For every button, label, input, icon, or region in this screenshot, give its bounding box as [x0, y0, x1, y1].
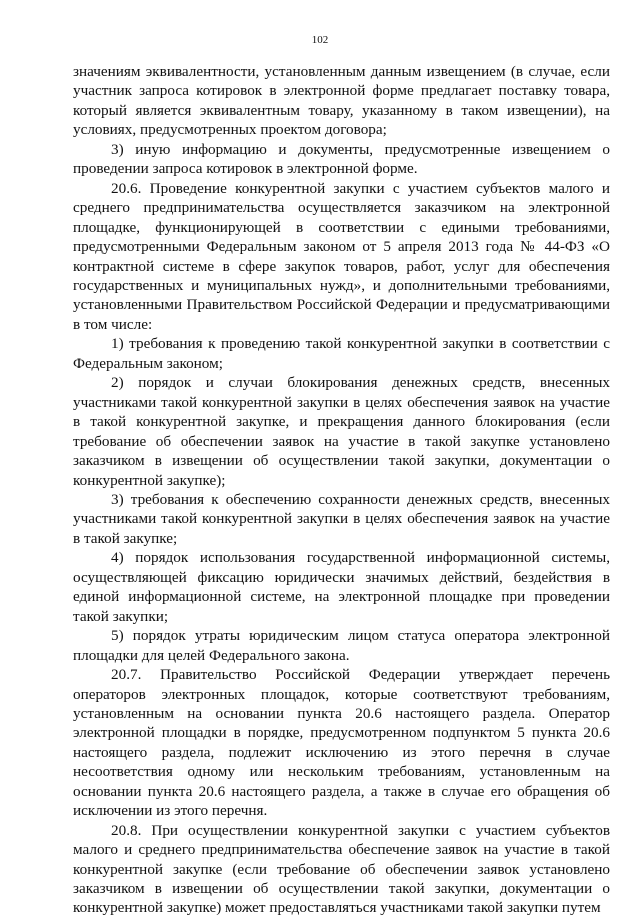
paragraph-20-6-item-4: 4) порядок использования государственной информационной системы, осуществляющей фиксацию юридически значимых действий, бездействия в единой информационной системе, на электронной площадке при проведении такой закупки;: [73, 549, 610, 625]
paragraph-20-6-item-2: 2) порядок и случаи блокирования денежных средств, внесенных участниками такой конкурентной закупки в целях обеспечения заявок на участие в такой конкурентной закупке, и прекращения данного блокирования (если требование об обеспечении заявок на участие в такой закупке установлено заказчиком в извещении об осуществлении такой закупки, документации о конкурентной закупке);: [73, 374, 610, 489]
page-number: 102: [311, 34, 329, 46]
paragraph-continued: значениям эквивалентности, установленным данным извещением (в случае, если участник запроса котировок в электронной форме предлагает поставку товара, который является эквивалентным товару, указанному в таком извещении), на условиях, предусмотренных проектом договора;: [73, 63, 610, 139]
paragraph-20-6-item-1: 1) требования к проведению такой конкурентной закупки в соответствии с Федеральным законом;: [73, 335, 610, 372]
paragraph-20-6-item-3: 3) требования к обеспечению сохранности денежных средств, внесенных участниками такой конкурентной закупки в целях обеспечения заявок на участие в такой закупке;: [73, 490, 610, 547]
paragraph-item-3: 3) иную информацию и документы, предусмотренные извещением о проведении запроса котировок в электронной форме.: [73, 140, 610, 178]
paragraph-20-6-item-5: 5) порядок утраты юридическим лицом статуса оператора электронной площадки для целей Федерального закона.: [73, 627, 610, 664]
document-body: [73, 62, 610, 918]
paragraph-20-8: 20.8. При осуществлении конкурентной закупки с участием субъектов малого и среднего предпринимательства обеспечение заявок на участие в такой конкурентной закупке (если требование об обеспечении заявок установлено заказчиком в извещении об осуществлении такой закупки, документации о конкурентной закупке) может предоставляться участниками такой закупки путем: [73, 821, 610, 917]
paragraph-20-6: 20.6. Проведение конкурентной закупки с участием субъектов малого и среднего предпринимательства осуществляется заказчиком на электронной площадке, функционирующей в соответствии с едиными требованиями, предусмотренными Федеральным законом от 5 апреля 2013 года № 44-ФЗ «О контрактной системе в сфере закупок товаров, работ, услуг для обеспечения государственных и муниципальных нужд», и дополнительными требованиями, установленными Правительством Российской Федерации и предусматривающими в том числе:: [73, 179, 610, 333]
paragraph-20-7: 20.7. Правительство Российской Федерации утверждает перечень операторов электронных площадок, которые соответствуют требованиям, установленным на основании пункта 20.6 настоящего раздела. Оператор электронной площадки в порядке, предусмотренном подпунктом 5 пункта 20.6 настоящего раздела, подлежит исключению из этого перечня в случае несоответствия одному или нескольким требованиям, установленным на основании пункта 20.6 настоящего раздела, а также в случае его обращения об исключении из этого перечня.: [73, 666, 610, 820]
